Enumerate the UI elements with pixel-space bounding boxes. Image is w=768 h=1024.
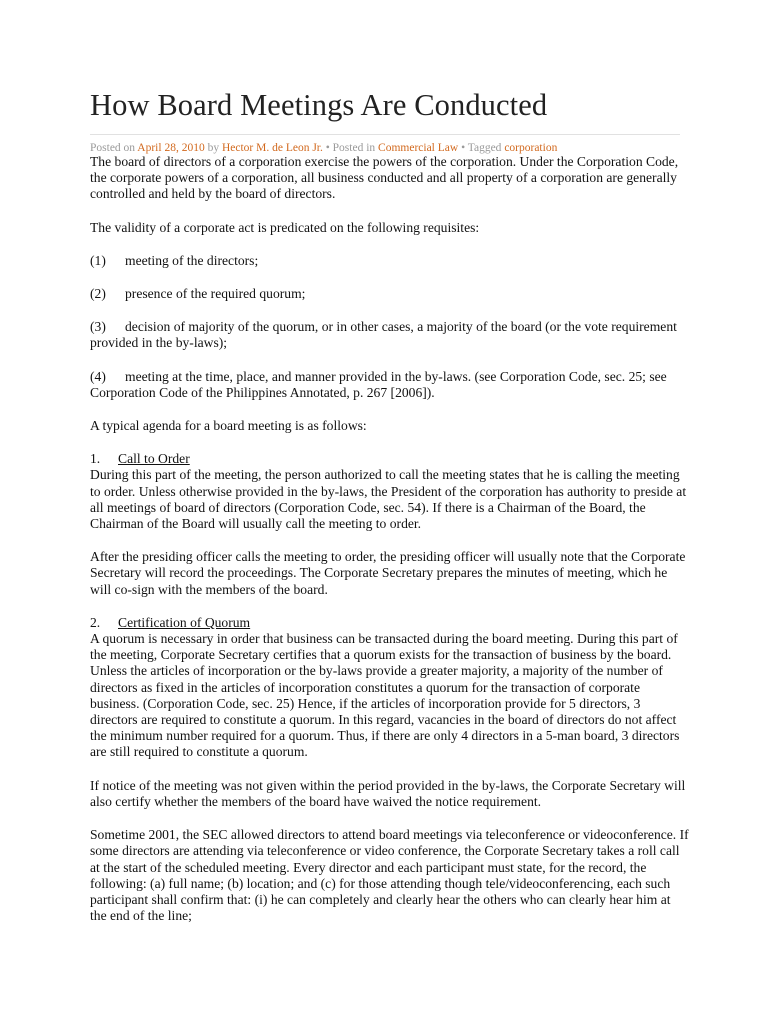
title-divider: [90, 134, 680, 135]
agenda-item-2-text-3: Sometime 2001, the SEC allowed directors to attend board meetings via teleconference or videoconference. If some directors are attending via teleconference or video conference, the Corporate Secretary takes a roll call at the start of the scheduled meeting. Every director and each participant must state, for the record, the following: (a) full name; (b) location; and (c) for those attending though tele/videoconferencing, each such participant shall confirm that: (i) he can completely and clearly hear the others who can clearly hear him at the end of the line;: [90, 827, 689, 924]
agenda-item-2-title: Certification of Quorum: [118, 614, 251, 630]
agenda-item-2-number: 2.: [90, 614, 101, 630]
agenda-item-2-heading: [90, 615, 690, 631]
agenda-intro: A typical agenda for a board meeting is as follows:: [90, 418, 367, 434]
agenda-item-1-text: During this part of the meeting, the person authorized to call the meeting states that he is calling the meeting to order. Unless otherwise provided in the by-laws, the President of the corporation has authority to preside at all meetings of board of directors (Corporation Code, sec. 54). If there is a Chairman of the Board, the Chairman of the Board will usually call the meeting to order.: [90, 467, 687, 532]
requisite-3: [90, 319, 690, 351]
requisite-1-number: (1): [90, 252, 106, 268]
requisite-4-text: meeting at the time, place, and manner provided in the by-laws. (see Corporation Code, sec. 25; see Corporation Code of the Philippines Annotated, p. 267 [2006]).: [90, 368, 667, 400]
agenda-item-2-text-2: If notice of the meeting was not given within the period provided in the by-laws, the Corporate Secretary will also certify whether the members of the board have waived the notice requirement.: [90, 777, 686, 809]
intro-paragraph: The board of directors of a corporation exercise the powers of the corporation. Under the Corporation Code, the corporate powers of a corporation, all business conducted and all property of a corporation are generally controlled and held by the board of directors.: [90, 154, 679, 202]
category-link[interactable]: Commercial Law: [378, 142, 459, 154]
agenda-item-1-text-2: After the presiding officer calls the meeting to order, the presiding officer will usually note that the Corporate Secretary will record the proceedings. The Corporate Secretary prepares the minutes of meeting, which he will co-sign with the members of the board.: [90, 549, 686, 597]
requisite-2: [90, 286, 690, 302]
agenda-item-1-heading: [90, 451, 690, 467]
requisite-2-text: presence of the required quorum;: [125, 286, 306, 302]
requisites-intro: The validity of a corporate act is predicated on the following requisites:: [90, 219, 480, 235]
article-body: [90, 154, 690, 924]
agenda-item-1-title: Call to Order: [118, 451, 190, 467]
posted-in-label: • Posted in: [325, 142, 376, 154]
by-label: by: [207, 142, 220, 154]
tag-link[interactable]: corporation: [504, 142, 558, 154]
requisite-3-number: (3): [90, 319, 106, 335]
article-title: How Board Meetings Are Conducted: [90, 88, 548, 122]
tagged-label: • Tagged: [461, 142, 502, 154]
agenda-item-2-text: A quorum is necessary in order that business can be transacted during the board meeting. During this part of the meeting, Corporate Secretary certifies that a quorum exists for the transaction of business by the board. Unless the articles of incorporation or the by-laws provide a greater majority, a majority of the number of directors as fixed in the articles of incorporation constitutes a quorum for the transaction of corporate business. (Corporation Code, sec. 25) Hence, if the articles of incorporation provide for 5 directors, 3 directors are required to constitute a quorum. In this regard, vacancies in the board of directors do not affect the minimum number required for a quorum. Thus, if there are only 4 directors in a 5-man board, 3 directors are still required to constitute a quorum.: [90, 631, 680, 760]
requisite-1: [90, 253, 690, 269]
requisite-2-number: (2): [90, 286, 106, 302]
requisite-4-number: (4): [90, 368, 106, 384]
agenda-item-1-number: 1.: [90, 451, 101, 467]
requisite-4: [90, 369, 690, 401]
posted-on-label: Posted on: [90, 142, 136, 154]
post-meta: [90, 142, 557, 154]
post-date-link[interactable]: April 28, 2010: [137, 142, 205, 154]
requisite-3-text: decision of majority of the quorum, or in other cases, a majority of the board (or the vote requirement provided in the by-laws);: [90, 319, 677, 351]
author-link[interactable]: Hector M. de Leon Jr.: [221, 142, 323, 154]
requisite-1-text: meeting of the directors;: [125, 252, 259, 268]
